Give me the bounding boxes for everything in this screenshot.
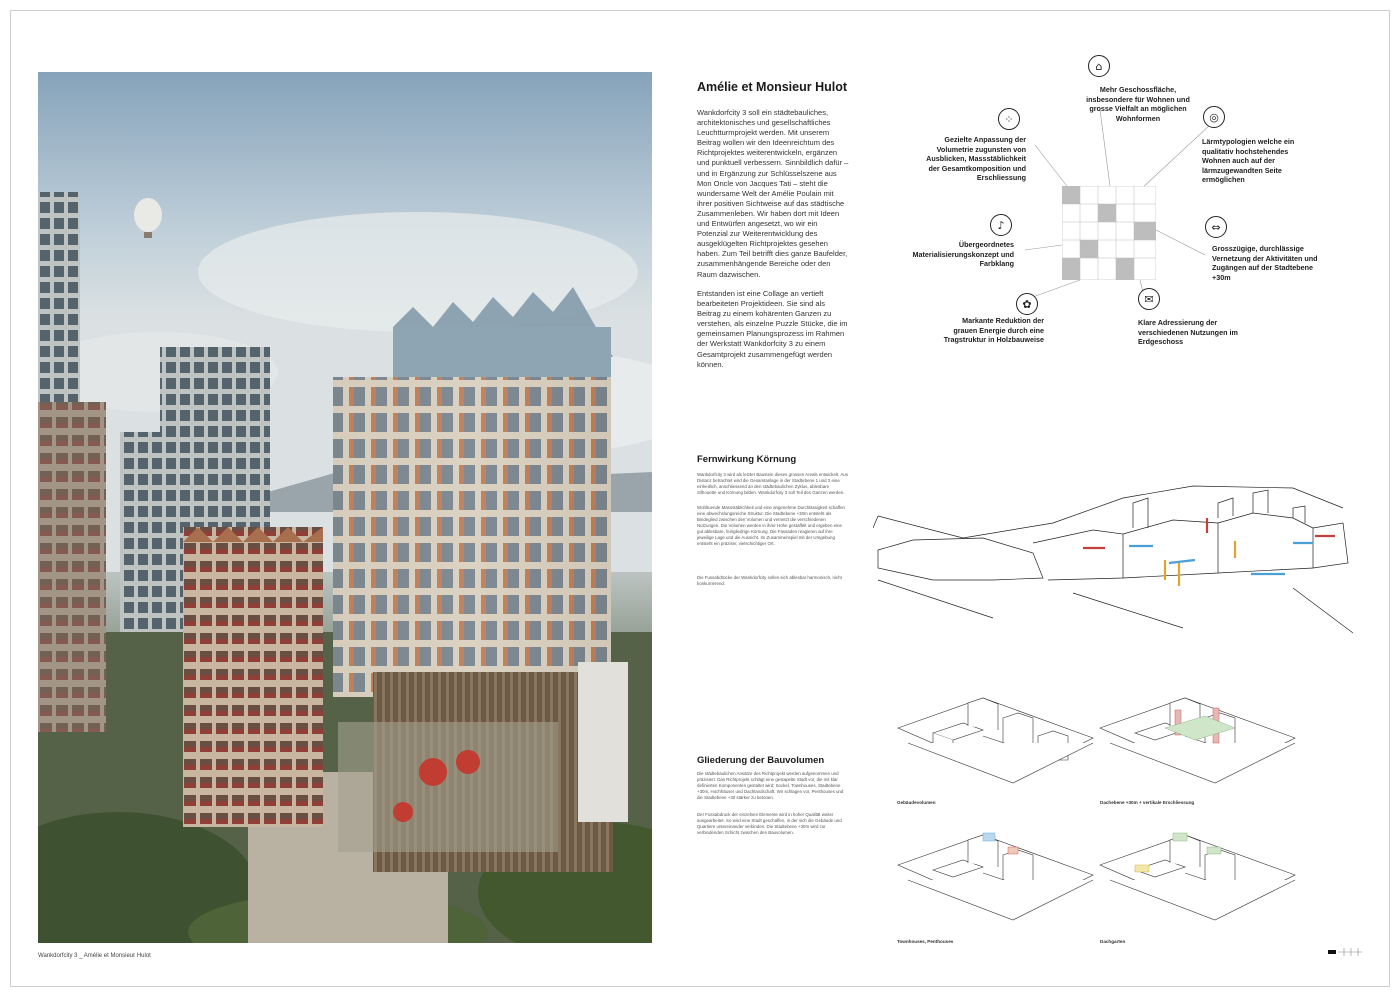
section-title-fernwirkung: Fernwirkung Körnung	[697, 454, 797, 465]
puzzle-grid	[1062, 186, 1156, 280]
rendering-image	[38, 72, 652, 943]
label-geschossflaeche: Mehr Geschossfläche, insbesondere für Wohnen und grosse Vielfalt an möglichen Wohnformen	[1086, 85, 1190, 123]
page-indicator-icon	[1328, 948, 1362, 958]
rendering-caption: Wankdorfcity 3 _ Amélie et Monsieur Hulot	[38, 953, 151, 959]
gliederung-text-1: Die städtebaulichen Ansätze des Richtprojekt werden aufgenommen und präzisiert. Das Richtprojekt schlägt eine gestapelte Stadt vor, die mit klar definierten Komponenten gestaltet wird: Sockel, Townhouses, Stadtebene +30m, Hochhäuser und Dachlandschaft. Wir schlagen vor, Penthouses und die Stadtebene +30 stärker zu betonen.	[697, 771, 844, 800]
fernwirkung-sketch	[873, 468, 1353, 638]
axo-sketch-2	[1095, 688, 1305, 798]
fernwirkung-diagram	[873, 468, 1353, 638]
label-laermtypologien: Lärmtypologien welche ein qualitativ hochstehendes Wohnen auch auf der lärmzugewandten Seite ermöglichen	[1202, 137, 1295, 185]
label-adressierung: Klare Adressierung der verschiedenen Nutzungen im Erdgeschoss	[1138, 318, 1238, 347]
arrows-horizontal-icon: ⇔	[1205, 216, 1227, 238]
fernwirkung-text-1: Wankdorfcity 3 wird als letzter Baustein dieses grossen Areals entwickelt. Aus Distanz betrachtet wird die Gesamtanlage in der Stadtebene 1 und 2 eine einheitlich, anschliessend an den städtebaulichen Zyklus, ablesbare Silhouette und Körnung bilden. Wankdorfcity 3 soll Teil des Ganzen werden.	[697, 472, 848, 495]
axo-dachebene	[1095, 688, 1305, 798]
fernwirkung-text-3: Die Fussabdrücke der Wankdorfcity sollen sich ablesbar harmonisch, nicht konkurrierend.	[697, 575, 842, 586]
axo-gebaeudevolumen	[893, 688, 1103, 798]
volume-dots-icon: ⁘	[998, 108, 1020, 130]
fernwirkung-text-2: Wohltuende Massstäblichkeit und eine angenehme Durchlässigkeit schaffen eine abwechslungsreiche Struktur. Die Stadtebene +30m entsteht als Bindeglied zwischen den Volumen und vernetzt die verschiedenen Nutzungen. Die Volumen werden in ihrer Höhe gestaffelt und ergeben eine gut ablesbare, feingliedrige Körnung. Die Fassaden reagieren auf ihre jeweilige Lage und die Aussicht. Im Zusammenspiel mit der Umgebung entsteht ein präziser, vielschichtiger Ort.	[697, 505, 845, 546]
axo-dachgarten	[1095, 825, 1305, 935]
rendering-illustration	[38, 72, 652, 943]
label-graue-energie: Markante Reduktion der grauen Energie durch eine Tragstruktur in Holzbauweise	[943, 316, 1044, 345]
axo-sketch-1	[893, 688, 1103, 798]
axo-caption-2: Dachebene +30m + vertikale Erschliessung	[1100, 800, 1195, 805]
intro-paragraph-2: Entstanden ist eine Collage an vertieft bearbeiteten Projektideen. Sie sind als Beitrag zu einem kohärenten Ganzen zu verstehen, als einzelne Puzzle Stücke, die im gemeinsamen Planungsprozess im Rahmen der Werkstatt Wankdorfcity 3 zu einem Gesamtprojekt zusammengefügt werden können.	[697, 289, 848, 369]
label-volumetrie: Gezielte Anpassung der Volumetrie zugunsten von Ausblicken, Massstäblichkeit der Gesamtkomposition und Erschliessung	[926, 135, 1026, 183]
label-vernetzung: Grosszügige, durchlässige Vernetzung der Aktivitäten und Zugängen auf der Stadtebene +30m	[1212, 244, 1318, 282]
house-icon: ⌂	[1088, 55, 1110, 77]
sound-wave-icon: ◎	[1203, 106, 1225, 128]
intro-paragraph-1: Wankdorfcity 3 soll ein städtebauliches, architektonisches und gesellschaftliches Leuchtturmprojekt werden. Mit unserem Beitrag wollen wir den Ideenreichtum des Richtprojektes weiterentwickeln, ergänzen und punktuell verbessern. Sinnbildlich dafür – und in Ergänzung zur Schlüsselszene aus Mon Oncle von Jacques Tati – steht die wundersame Welt der Amélie Poulain mit ihrer positiven Sichtweise auf das städtische Zusammenleben. Wir haben dort mit Ideen und Entwürfen angesetzt, wo wir ein Potenzial zur Weiterentwicklung des ausgeklügelten Richtprojektes gesehen haben. Zum Teil betrifft dies ganze Baufelder, zusammenhängende Bereiche oder den Raum dazwischen.	[697, 108, 849, 279]
axo-townhouses	[893, 825, 1103, 935]
label-materialisierung: Übergeordnetes Materialisierungskonzept und Farbklang	[912, 240, 1014, 269]
puzzle-diagram	[870, 50, 1350, 380]
axo-caption-4: Dachgarten	[1100, 939, 1126, 944]
envelope-icon: ✉	[1138, 288, 1160, 310]
section-title-gliederung: Gliederung der Bauvolumen	[697, 755, 825, 766]
axo-sketch-3	[893, 825, 1103, 935]
axo-sketch-4	[1095, 825, 1305, 935]
axo-caption-1: Gebäudevolumen	[897, 800, 936, 805]
gliederung-text-2: Der Fussabdruck der einzelnen Elemente wird in hoher Qualität weiter ausgearbeitet. So wird eine Stadt geschaffen, in der sich die Gebäude und Quartiere untereinander verbinden. Die Stadtebene +30m wird zur verbindenden Schicht zwischen den Bauvolumen.	[697, 812, 842, 835]
page-title: Amélie et Monsieur Hulot	[697, 80, 848, 94]
axo-caption-3: Townhouses, Penthouses	[897, 939, 954, 944]
music-note-icon: ♪	[990, 214, 1012, 236]
flower-icon: ✿	[1016, 293, 1038, 315]
